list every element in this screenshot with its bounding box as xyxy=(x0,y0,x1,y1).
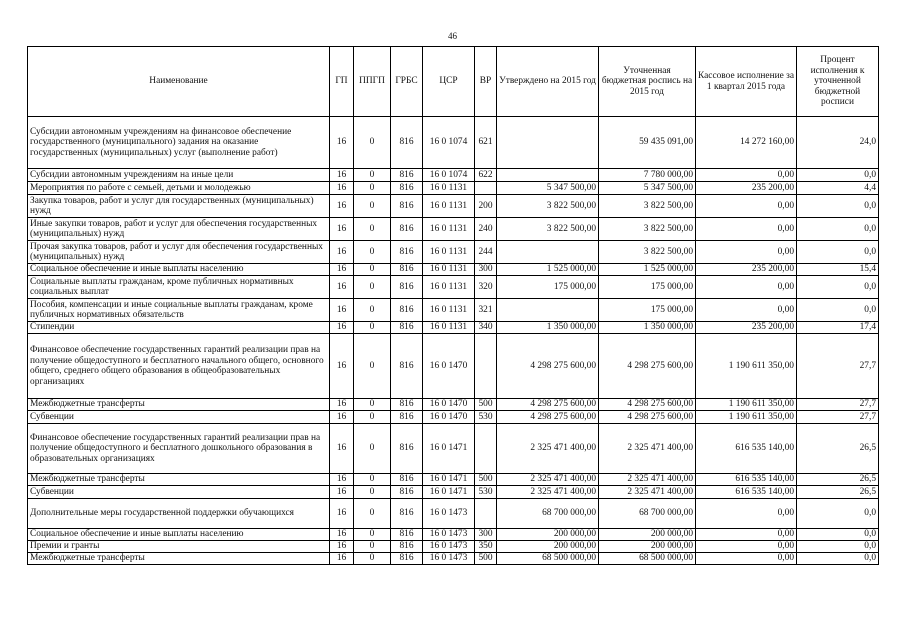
cell-cash: 14 272 160,00 xyxy=(696,117,797,169)
cell-approved: 1 350 000,00 xyxy=(497,322,599,334)
cell-csr: 16 0 1131 xyxy=(423,322,475,334)
cell-csr: 16 0 1471 xyxy=(423,486,475,499)
cell-approved xyxy=(497,169,599,182)
cell-vr: 300 xyxy=(475,529,497,541)
cell-csr: 16 0 1074 xyxy=(423,169,475,182)
cell-percent: 0,0 xyxy=(797,276,879,299)
cell-vr: 621 xyxy=(475,117,497,169)
header-name: Наименование xyxy=(28,47,330,117)
cell-ppgp: 0 xyxy=(354,486,391,499)
table-row xyxy=(28,424,879,474)
cell-name: Пособия, компенсации и иные социальные выплаты гражданам, кроме публичных нормативных обязательств xyxy=(28,299,330,322)
cell-gp: 16 xyxy=(330,541,354,553)
cell-ppgp: 0 xyxy=(354,334,391,399)
table-row xyxy=(28,499,879,529)
table-row xyxy=(28,399,879,411)
header-percent: Процент исполнения к уточненной бюджетной росписи xyxy=(797,47,879,117)
cell-grbs: 816 xyxy=(391,424,423,474)
cell-name: Межбюджетные трансферты xyxy=(28,474,330,486)
cell-csr: 16 0 1473 xyxy=(423,541,475,553)
cell-name: Финансовое обеспечение государственных гарантий реализации прав на получение общедоступного и бесплатного дошкольного образования в образовательных организациях xyxy=(28,424,330,474)
cell-gp: 16 xyxy=(330,486,354,499)
cell-refined: 4 298 275 600,00 xyxy=(599,334,696,399)
cell-approved: 2 325 471 400,00 xyxy=(497,486,599,499)
cell-ppgp: 0 xyxy=(354,499,391,529)
header-refined: Уточненная бюджетная роспись на 2015 год xyxy=(599,47,696,117)
table-row xyxy=(28,529,879,541)
cell-gp: 16 xyxy=(330,424,354,474)
cell-cash: 235 200,00 xyxy=(696,322,797,334)
cell-cash: 1 190 611 350,00 xyxy=(696,411,797,424)
cell-approved: 200 000,00 xyxy=(497,529,599,541)
cell-grbs: 816 xyxy=(391,399,423,411)
cell-grbs: 816 xyxy=(391,276,423,299)
cell-ppgp: 0 xyxy=(354,276,391,299)
cell-gp: 16 xyxy=(330,499,354,529)
page-number: 46 xyxy=(448,31,457,41)
cell-approved: 4 298 275 600,00 xyxy=(497,411,599,424)
cell-grbs: 816 xyxy=(391,182,423,195)
cell-ppgp: 0 xyxy=(354,411,391,424)
cell-csr: 16 0 1131 xyxy=(423,218,475,241)
cell-gp: 16 xyxy=(330,553,354,565)
cell-grbs: 816 xyxy=(391,474,423,486)
cell-percent: 0,0 xyxy=(797,218,879,241)
cell-grbs: 816 xyxy=(391,499,423,529)
cell-grbs: 816 xyxy=(391,218,423,241)
table-row xyxy=(28,218,879,241)
cell-refined: 3 822 500,00 xyxy=(599,195,696,218)
cell-name: Иные закупки товаров, работ и услуг для обеспечения государственных (муниципальных) нужд xyxy=(28,218,330,241)
cell-vr xyxy=(475,424,497,474)
cell-grbs: 816 xyxy=(391,541,423,553)
cell-gp: 16 xyxy=(330,117,354,169)
cell-percent: 0,0 xyxy=(797,195,879,218)
cell-grbs: 816 xyxy=(391,169,423,182)
cell-name: Финансовое обеспечение государственных гарантий реализации прав на получение общедоступного и бесплатного начального общего, основного общего, среднего общего образования в общеобразовательных организациях xyxy=(28,334,330,399)
cell-vr: 240 xyxy=(475,218,497,241)
table-row xyxy=(28,264,879,276)
cell-gp: 16 xyxy=(330,411,354,424)
cell-ppgp: 0 xyxy=(354,529,391,541)
cell-vr: 300 xyxy=(475,264,497,276)
cell-ppgp: 0 xyxy=(354,553,391,565)
table-row xyxy=(28,486,879,499)
cell-vr: 320 xyxy=(475,276,497,299)
cell-ppgp: 0 xyxy=(354,299,391,322)
cell-csr: 16 0 1473 xyxy=(423,529,475,541)
cell-cash: 0,00 xyxy=(696,529,797,541)
cell-grbs: 816 xyxy=(391,264,423,276)
cell-csr: 16 0 1131 xyxy=(423,241,475,264)
header-cash: Кассовое исполнение за 1 квартал 2015 года xyxy=(696,47,797,117)
cell-gp: 16 xyxy=(330,218,354,241)
cell-approved: 3 822 500,00 xyxy=(497,195,599,218)
table-row xyxy=(28,195,879,218)
cell-name: Межбюджетные трансферты xyxy=(28,399,330,411)
cell-refined: 2 325 471 400,00 xyxy=(599,424,696,474)
cell-name: Субсидии автономным учреждениям на финансовое обеспечение государственного (муниципального) задания на оказание государственных (муниципальных) услуг (выполнение работ) xyxy=(28,117,330,169)
cell-approved: 68 500 000,00 xyxy=(497,553,599,565)
table-row xyxy=(28,241,879,264)
cell-percent: 0,0 xyxy=(797,241,879,264)
cell-vr xyxy=(475,334,497,399)
cell-gp: 16 xyxy=(330,182,354,195)
cell-grbs: 816 xyxy=(391,553,423,565)
cell-percent: 27,7 xyxy=(797,411,879,424)
cell-name: Социальные выплаты гражданам, кроме публичных нормативных социальных выплат xyxy=(28,276,330,299)
cell-percent: 0,0 xyxy=(797,529,879,541)
cell-name: Социальное обеспечение и иные выплаты населению xyxy=(28,529,330,541)
cell-percent: 15,4 xyxy=(797,264,879,276)
cell-refined: 1 525 000,00 xyxy=(599,264,696,276)
cell-grbs: 816 xyxy=(391,117,423,169)
cell-percent: 26,5 xyxy=(797,486,879,499)
table-row xyxy=(28,334,879,399)
cell-name: Прочая закупка товаров, работ и услуг для обеспечения государственных (муниципальных) нужд xyxy=(28,241,330,264)
cell-gp: 16 xyxy=(330,529,354,541)
cell-gp: 16 xyxy=(330,195,354,218)
cell-refined: 200 000,00 xyxy=(599,529,696,541)
cell-cash: 0,00 xyxy=(696,541,797,553)
cell-name: Премии и гранты xyxy=(28,541,330,553)
cell-refined: 4 298 275 600,00 xyxy=(599,399,696,411)
cell-cash: 0,00 xyxy=(696,553,797,565)
cell-gp: 16 xyxy=(330,241,354,264)
header-gp: ГП xyxy=(330,47,354,117)
cell-vr: 622 xyxy=(475,169,497,182)
cell-vr: 200 xyxy=(475,195,497,218)
cell-csr: 16 0 1074 xyxy=(423,117,475,169)
cell-refined: 68 500 000,00 xyxy=(599,553,696,565)
cell-ppgp: 0 xyxy=(354,541,391,553)
cell-percent: 24,0 xyxy=(797,117,879,169)
cell-gp: 16 xyxy=(330,276,354,299)
cell-ppgp: 0 xyxy=(354,169,391,182)
cell-percent: 26,5 xyxy=(797,474,879,486)
cell-name: Дополнительные меры государственной поддержки обучающихся xyxy=(28,499,330,529)
table-row xyxy=(28,182,879,195)
cell-grbs: 816 xyxy=(391,529,423,541)
cell-ppgp: 0 xyxy=(354,218,391,241)
cell-refined: 3 822 500,00 xyxy=(599,241,696,264)
cell-cash: 0,00 xyxy=(696,218,797,241)
cell-cash: 0,00 xyxy=(696,241,797,264)
cell-ppgp: 0 xyxy=(354,117,391,169)
cell-vr: 244 xyxy=(475,241,497,264)
cell-gp: 16 xyxy=(330,334,354,399)
cell-cash: 616 535 140,00 xyxy=(696,474,797,486)
header-row xyxy=(28,47,879,117)
table-row xyxy=(28,299,879,322)
cell-name: Межбюджетные трансферты xyxy=(28,553,330,565)
cell-refined: 59 435 091,00 xyxy=(599,117,696,169)
cell-grbs: 816 xyxy=(391,334,423,399)
cell-gp: 16 xyxy=(330,264,354,276)
cell-csr: 16 0 1470 xyxy=(423,411,475,424)
cell-refined: 1 350 000,00 xyxy=(599,322,696,334)
cell-approved: 1 525 000,00 xyxy=(497,264,599,276)
cell-ppgp: 0 xyxy=(354,182,391,195)
cell-gp: 16 xyxy=(330,299,354,322)
cell-ppgp: 0 xyxy=(354,399,391,411)
cell-approved: 4 298 275 600,00 xyxy=(497,399,599,411)
cell-csr: 16 0 1131 xyxy=(423,264,475,276)
cell-approved: 175 000,00 xyxy=(497,276,599,299)
cell-vr xyxy=(475,182,497,195)
cell-grbs: 816 xyxy=(391,299,423,322)
cell-percent: 26,5 xyxy=(797,424,879,474)
cell-percent: 0,0 xyxy=(797,541,879,553)
cell-refined: 200 000,00 xyxy=(599,541,696,553)
header-ppgp: ППГП xyxy=(354,47,391,117)
cell-vr xyxy=(475,499,497,529)
cell-csr: 16 0 1473 xyxy=(423,499,475,529)
cell-percent: 4,4 xyxy=(797,182,879,195)
budget-table xyxy=(27,46,879,565)
cell-cash: 0,00 xyxy=(696,169,797,182)
cell-approved xyxy=(497,117,599,169)
cell-name: Стипендии xyxy=(28,322,330,334)
cell-csr: 16 0 1131 xyxy=(423,195,475,218)
cell-csr: 16 0 1131 xyxy=(423,276,475,299)
cell-refined: 68 700 000,00 xyxy=(599,499,696,529)
cell-vr: 340 xyxy=(475,322,497,334)
table-row xyxy=(28,411,879,424)
cell-refined: 7 780 000,00 xyxy=(599,169,696,182)
cell-name: Закупка товаров, работ и услуг для государственных (муниципальных) нужд xyxy=(28,195,330,218)
header-approved: Утверждено на 2015 год xyxy=(497,47,599,117)
cell-name: Субвенции xyxy=(28,486,330,499)
cell-ppgp: 0 xyxy=(354,241,391,264)
cell-approved: 4 298 275 600,00 xyxy=(497,334,599,399)
cell-name: Субсидии автономным учреждениям на иные цели xyxy=(28,169,330,182)
cell-gp: 16 xyxy=(330,169,354,182)
cell-csr: 16 0 1470 xyxy=(423,399,475,411)
cell-approved xyxy=(497,299,599,322)
cell-csr: 16 0 1471 xyxy=(423,424,475,474)
cell-gp: 16 xyxy=(330,399,354,411)
cell-cash: 0,00 xyxy=(696,499,797,529)
cell-approved xyxy=(497,241,599,264)
cell-approved: 3 822 500,00 xyxy=(497,218,599,241)
cell-csr: 16 0 1471 xyxy=(423,474,475,486)
cell-ppgp: 0 xyxy=(354,322,391,334)
cell-gp: 16 xyxy=(330,474,354,486)
cell-ppgp: 0 xyxy=(354,195,391,218)
table-row xyxy=(28,541,879,553)
cell-vr: 500 xyxy=(475,399,497,411)
cell-percent: 0,0 xyxy=(797,169,879,182)
table-row xyxy=(28,322,879,334)
cell-percent: 17,4 xyxy=(797,322,879,334)
cell-vr: 500 xyxy=(475,474,497,486)
cell-name: Мероприятия по работе с семьей, детьми и молодежью xyxy=(28,182,330,195)
table-row xyxy=(28,276,879,299)
cell-percent: 0,0 xyxy=(797,299,879,322)
cell-vr: 350 xyxy=(475,541,497,553)
cell-refined: 3 822 500,00 xyxy=(599,218,696,241)
cell-approved: 200 000,00 xyxy=(497,541,599,553)
cell-cash: 1 190 611 350,00 xyxy=(696,399,797,411)
cell-approved: 2 325 471 400,00 xyxy=(497,424,599,474)
cell-approved: 68 700 000,00 xyxy=(497,499,599,529)
cell-grbs: 816 xyxy=(391,195,423,218)
table-row xyxy=(28,117,879,169)
cell-refined: 5 347 500,00 xyxy=(599,182,696,195)
cell-cash: 235 200,00 xyxy=(696,264,797,276)
cell-refined: 2 325 471 400,00 xyxy=(599,486,696,499)
cell-csr: 16 0 1470 xyxy=(423,334,475,399)
cell-name: Субвенции xyxy=(28,411,330,424)
table-row xyxy=(28,553,879,565)
cell-csr: 16 0 1131 xyxy=(423,299,475,322)
cell-percent: 0,0 xyxy=(797,553,879,565)
cell-refined: 4 298 275 600,00 xyxy=(599,411,696,424)
header-vr: ВР xyxy=(475,47,497,117)
cell-name: Социальное обеспечение и иные выплаты населению xyxy=(28,264,330,276)
cell-grbs: 816 xyxy=(391,411,423,424)
cell-ppgp: 0 xyxy=(354,424,391,474)
cell-approved: 5 347 500,00 xyxy=(497,182,599,195)
cell-grbs: 816 xyxy=(391,241,423,264)
cell-csr: 16 0 1473 xyxy=(423,553,475,565)
cell-cash: 616 535 140,00 xyxy=(696,486,797,499)
cell-cash: 0,00 xyxy=(696,299,797,322)
table-row xyxy=(28,169,879,182)
cell-percent: 27,7 xyxy=(797,334,879,399)
cell-refined: 175 000,00 xyxy=(599,276,696,299)
cell-cash: 235 200,00 xyxy=(696,182,797,195)
cell-refined: 175 000,00 xyxy=(599,299,696,322)
cell-vr: 530 xyxy=(475,486,497,499)
cell-vr: 530 xyxy=(475,411,497,424)
header-csr: ЦСР xyxy=(423,47,475,117)
cell-grbs: 816 xyxy=(391,486,423,499)
cell-grbs: 816 xyxy=(391,322,423,334)
table-row xyxy=(28,474,879,486)
cell-cash: 616 535 140,00 xyxy=(696,424,797,474)
header-grbs: ГРБС xyxy=(391,47,423,117)
cell-percent: 0,0 xyxy=(797,499,879,529)
cell-cash: 0,00 xyxy=(696,195,797,218)
cell-cash: 1 190 611 350,00 xyxy=(696,334,797,399)
cell-csr: 16 0 1131 xyxy=(423,182,475,195)
cell-ppgp: 0 xyxy=(354,474,391,486)
cell-ppgp: 0 xyxy=(354,264,391,276)
cell-gp: 16 xyxy=(330,322,354,334)
cell-vr: 321 xyxy=(475,299,497,322)
cell-refined: 2 325 471 400,00 xyxy=(599,474,696,486)
cell-percent: 27,7 xyxy=(797,399,879,411)
cell-cash: 0,00 xyxy=(696,276,797,299)
cell-vr: 500 xyxy=(475,553,497,565)
cell-approved: 2 325 471 400,00 xyxy=(497,474,599,486)
